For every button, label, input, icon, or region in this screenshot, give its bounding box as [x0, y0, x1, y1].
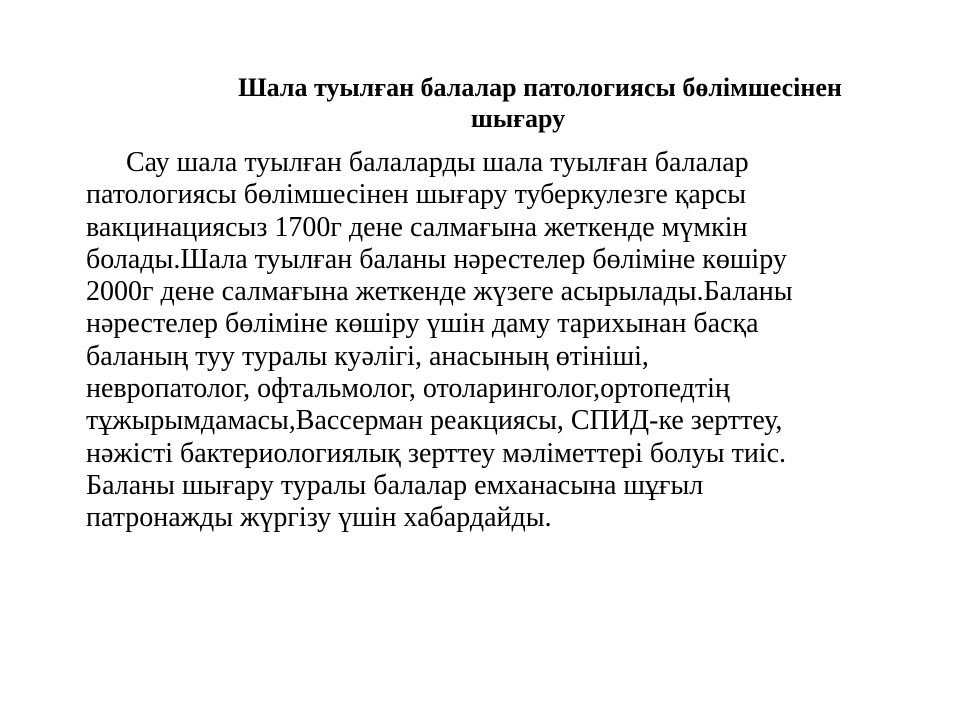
body-line-4: болады.Шала туылған баланы нәрестелер бөліміне көшіру: [86, 243, 787, 275]
body-line-9: тұжырымдамасы,Вассерман реакциясы, СПИД-ке зерттеу,: [86, 405, 783, 437]
slide-title-line-1: Шала туылған балалар патологиясы бөлімшесінен: [238, 73, 842, 102]
slide-title-line-2: шығару: [470, 104, 566, 133]
body-line-5: 2000г дене салмағына жеткенде жүзеге асырылады.Баланы: [86, 276, 793, 308]
body-line-6: нәрестелер бөліміне көшіру үшін даму тарихынан басқа: [86, 308, 759, 340]
body-line-12: патронажды жүргізу үшін хабардайды.: [86, 502, 552, 534]
body-line-10: нәжісті бактериологиялық зерттеу мәліметтері болуы тиіс.: [86, 437, 787, 469]
body-line-8: невропатолог, офтальмолог, отоларинголог,ортопедтің: [86, 373, 730, 405]
body-line-2: патологиясы бөлімшесінен шығару туберкулезге қарсы: [86, 179, 747, 211]
body-line-3: вакцинациясыз 1700г дене салмағына жеткенде мүмкін: [86, 211, 748, 243]
body-line-1: Сау шала туылған балаларды шала туылған балалар: [126, 147, 749, 178]
body-line-7: баланың туу туралы куәлігі, анасының өтініші,: [86, 340, 649, 372]
slide-body-text: [86, 147, 916, 535]
slide-title: [86, 72, 950, 134]
body-line-11: Баланы шығару туралы балалар емханасына шұғыл: [86, 469, 704, 501]
